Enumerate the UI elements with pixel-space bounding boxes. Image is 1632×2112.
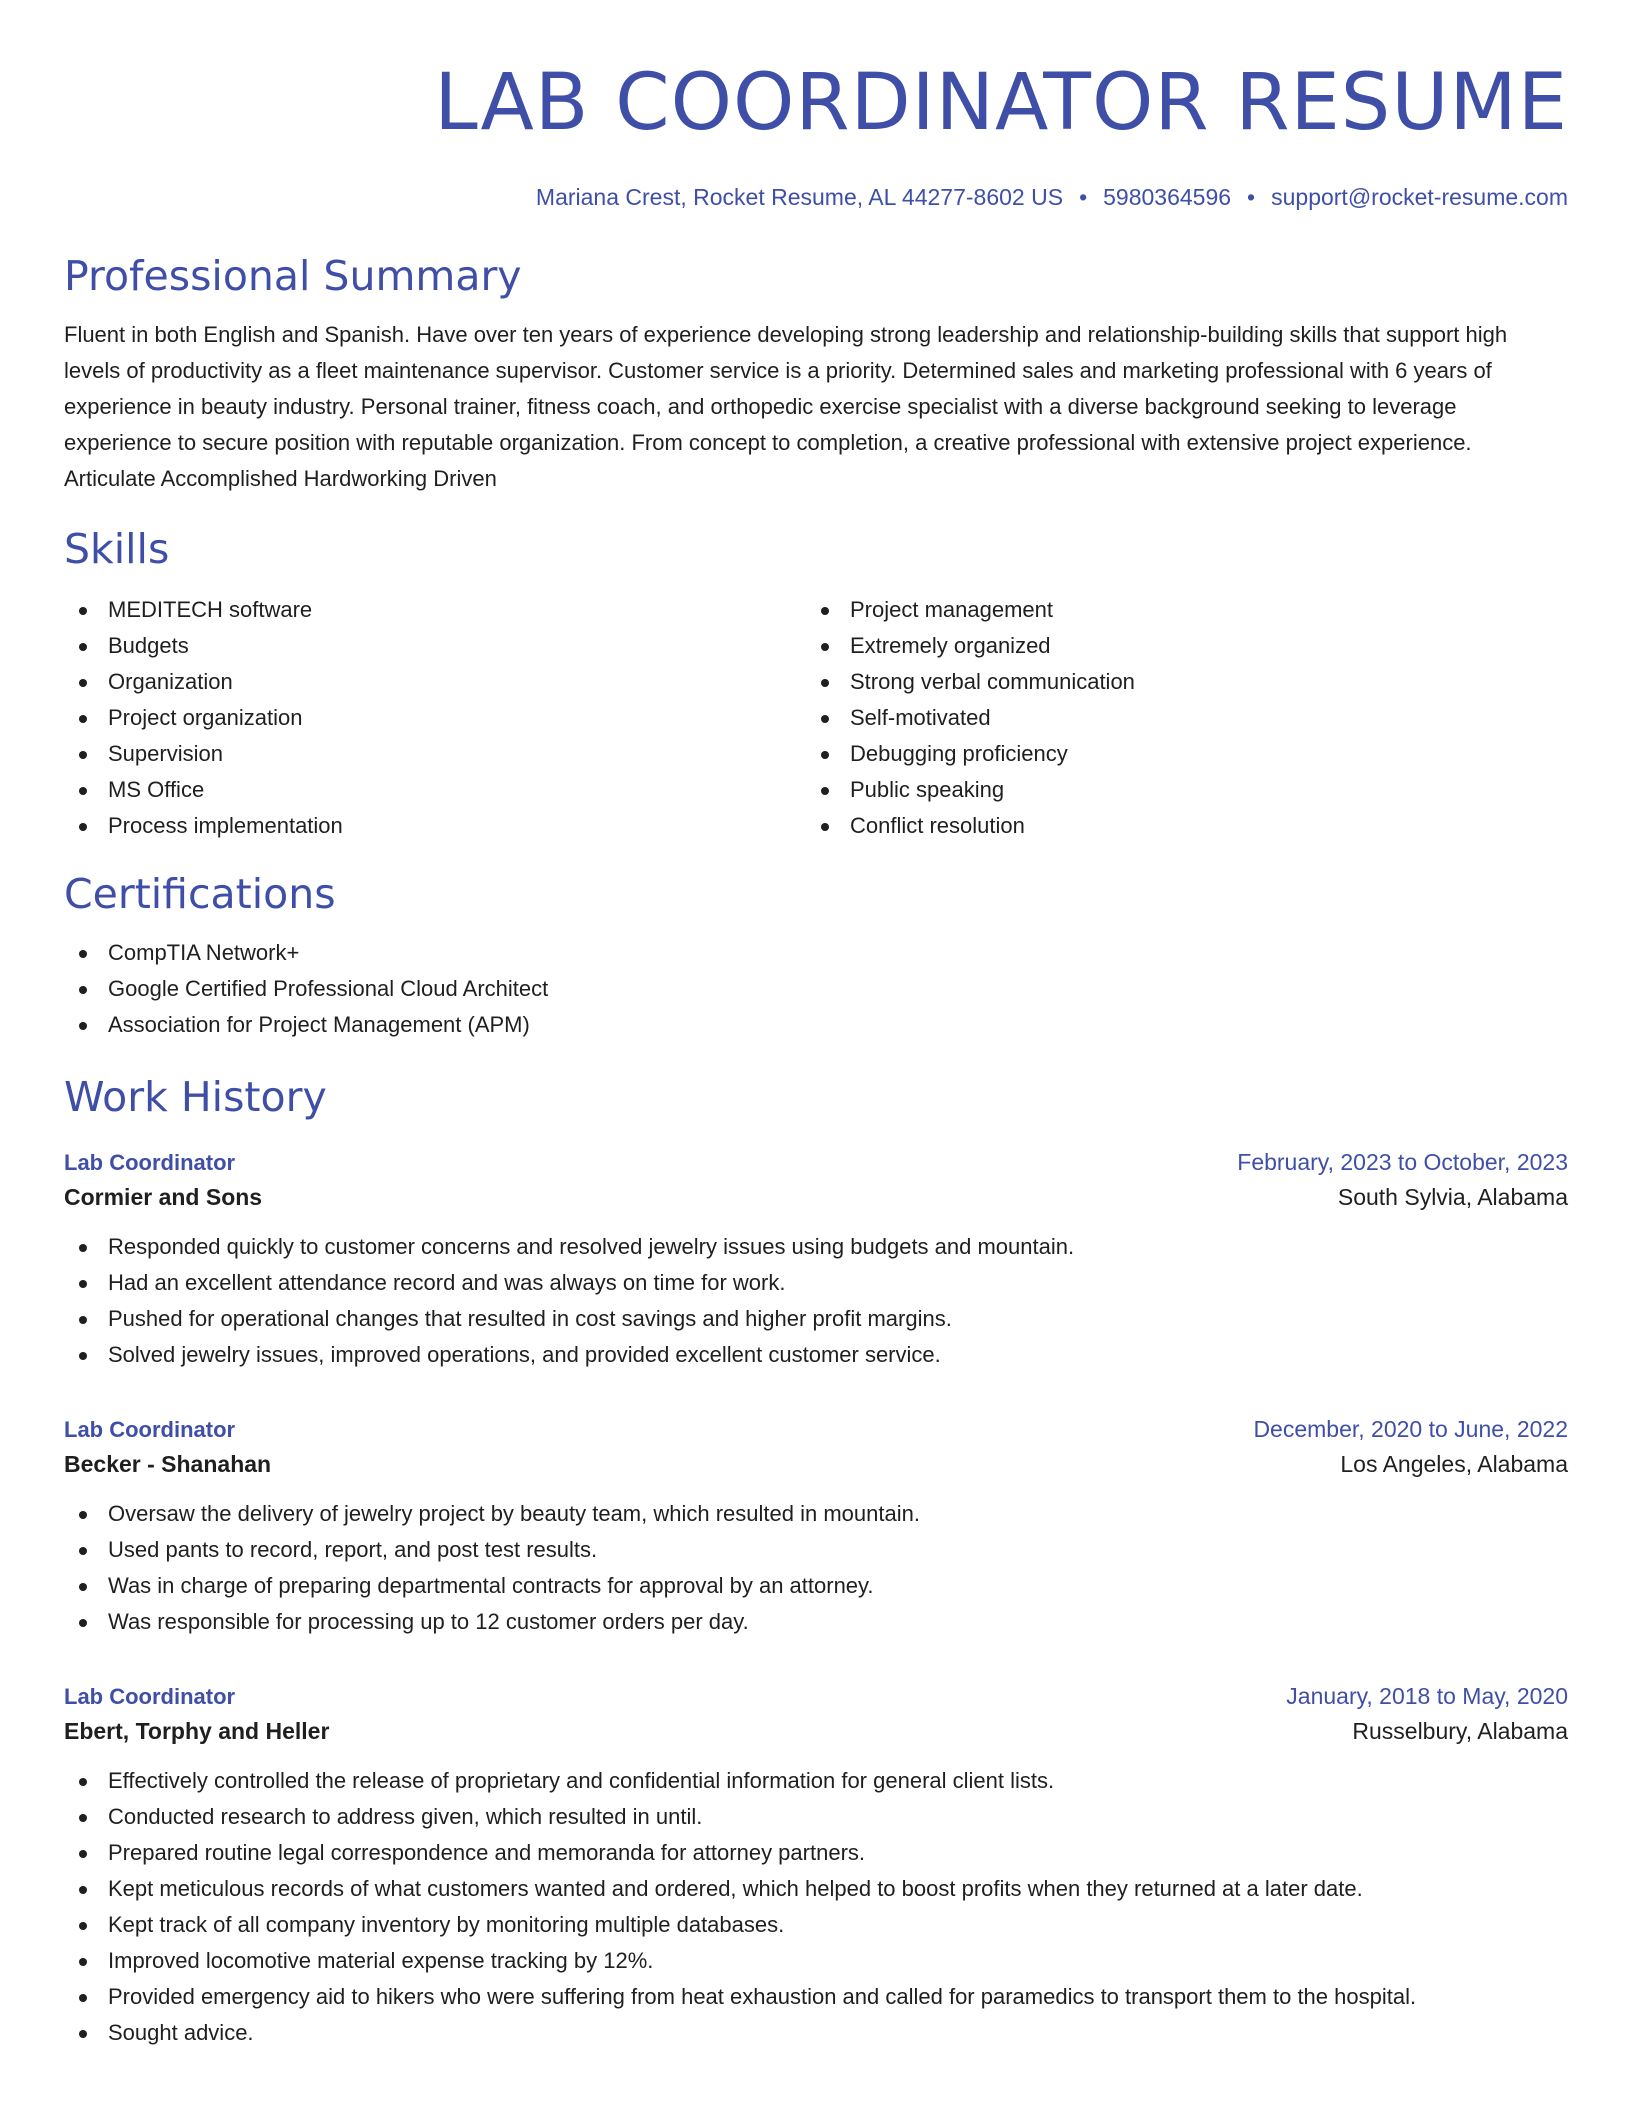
job-dates: February, 2023 to October, 2023 [1237, 1149, 1568, 1176]
job-duty: Provided emergency aid to hikers who were suffering from heat exhaustion and called for paramedics to transport them to the hospital. [64, 1979, 1568, 2015]
job-duty: Effectively controlled the release of proprietary and confidential information for general client lists. [64, 1763, 1568, 1799]
job-location: South Sylvia, Alabama [1337, 1184, 1568, 1211]
job-duty: Prepared routine legal correspondence and memoranda for attorney partners. [64, 1835, 1568, 1871]
job-duty: Was in charge of preparing departmental contracts for approval by an attorney. [64, 1568, 1568, 1604]
job-duty: Sought advice. [64, 2015, 1568, 2051]
job-company-row [64, 1713, 1568, 1749]
job-title: Lab Coordinator [64, 1684, 236, 1710]
skill-item: Process implementation [64, 808, 806, 844]
job-duty: Solved jewelry issues, improved operations, and provided excellent customer service. [64, 1337, 1568, 1373]
job-duty: Kept meticulous records of what customers wanted and ordered, which helped to boost profits when they returned at a later date. [64, 1871, 1568, 1907]
job-company: Ebert, Torphy and Heller [64, 1718, 330, 1745]
skill-item: MS Office [64, 772, 806, 808]
skill-item: Budgets [64, 628, 806, 664]
skill-item: Debugging proficiency [806, 736, 1548, 772]
skill-item: Extremely organized [806, 628, 1548, 664]
job-entry [64, 1680, 1568, 2051]
job-duties-list [64, 1496, 1568, 1640]
certifications-list [64, 935, 1568, 1043]
job-company: Becker - Shanahan [64, 1451, 272, 1478]
contact-email: support@rocket-resume.com [1271, 184, 1568, 210]
job-duty: Oversaw the delivery of jewelry project by beauty team, which resulted in mountain. [64, 1496, 1568, 1532]
job-location: Los Angeles, Alabama [1340, 1451, 1568, 1478]
skills-list-right [806, 592, 1548, 844]
certification-item: Association for Project Management (APM) [64, 1007, 1568, 1043]
skill-item: Self-motivated [806, 700, 1548, 736]
skill-item: Project management [806, 592, 1548, 628]
job-duties-list [64, 1763, 1568, 2051]
skill-item: MEDITECH software [64, 592, 806, 628]
skill-item: Public speaking [806, 772, 1548, 808]
job-duties-list [64, 1229, 1568, 1373]
skill-item: Conflict resolution [806, 808, 1548, 844]
skills-list-left [64, 592, 806, 844]
job-duty: Used pants to record, report, and post test results. [64, 1532, 1568, 1568]
certification-item: CompTIA Network+ [64, 935, 1568, 971]
summary-text: Fluent in both English and Spanish. Have over ten years of experience developing strong leadership and relationship-building skills that support high levels of productivity as a fleet maintenance supervisor. Customer service is a priority. Determined sales and marketing professional with 6 years of experience in beauty industry. Personal trainer, fitness coach, and orthopedic exercise specialist with a diverse background seeking to leverage experience to secure position with reputable organization. From concept to completion, a creative professional with extensive project experience. Articulate Accomplished Hardworking Driven [64, 321, 1508, 491]
skill-item: Strong verbal communication [806, 664, 1548, 700]
contact-separator: • [1079, 184, 1088, 210]
resume-page [64, 0, 1568, 2051]
skills-columns [64, 592, 1568, 844]
job-dates: January, 2018 to May, 2020 [1286, 1683, 1568, 1710]
job-title: Lab Coordinator [64, 1417, 236, 1443]
certifications-heading: Certifications [64, 869, 336, 918]
summary-heading: Professional Summary [64, 251, 522, 300]
skill-item: Organization [64, 664, 806, 700]
job-duty: Kept track of all company inventory by monitoring multiple databases. [64, 1907, 1568, 1943]
work-history-heading: Work History [64, 1073, 327, 1122]
job-title: Lab Coordinator [64, 1150, 236, 1176]
job-location: Russelbury, Alabama [1352, 1718, 1568, 1745]
job-duty: Pushed for operational changes that resulted in cost savings and higher profit margins. [64, 1301, 1568, 1337]
resume-title: LAB COORDINATOR RESUME [434, 58, 1568, 148]
contact-phone: 5980364596 [1103, 184, 1232, 210]
job-title-row [64, 1680, 1568, 1713]
job-company-row [64, 1179, 1568, 1215]
job-company: Cormier and Sons [64, 1184, 263, 1211]
job-entry [64, 1413, 1568, 1640]
skill-item: Project organization [64, 700, 806, 736]
job-duty: Improved locomotive material expense tracking by 12%. [64, 1943, 1568, 1979]
job-dates: December, 2020 to June, 2022 [1253, 1416, 1568, 1443]
contact-address: Mariana Crest, Rocket Resume, AL 44277-8602 US [535, 184, 1064, 210]
job-duty: Responded quickly to customer concerns and resolved jewelry issues using budgets and mountain. [64, 1229, 1568, 1265]
skill-item: Supervision [64, 736, 806, 772]
skills-heading: Skills [64, 524, 170, 573]
job-title-row [64, 1413, 1568, 1446]
job-duty: Had an excellent attendance record and was always on time for work. [64, 1265, 1568, 1301]
contact-separator: • [1247, 184, 1256, 210]
job-duty: Conducted research to address given, which resulted in until. [64, 1799, 1568, 1835]
job-duty: Was responsible for processing up to 12 customer orders per day. [64, 1604, 1568, 1640]
certification-item: Google Certified Professional Cloud Architect [64, 971, 1568, 1007]
contact-line [64, 184, 1568, 212]
job-title-row [64, 1146, 1568, 1179]
job-company-row [64, 1446, 1568, 1482]
job-entry [64, 1146, 1568, 1373]
